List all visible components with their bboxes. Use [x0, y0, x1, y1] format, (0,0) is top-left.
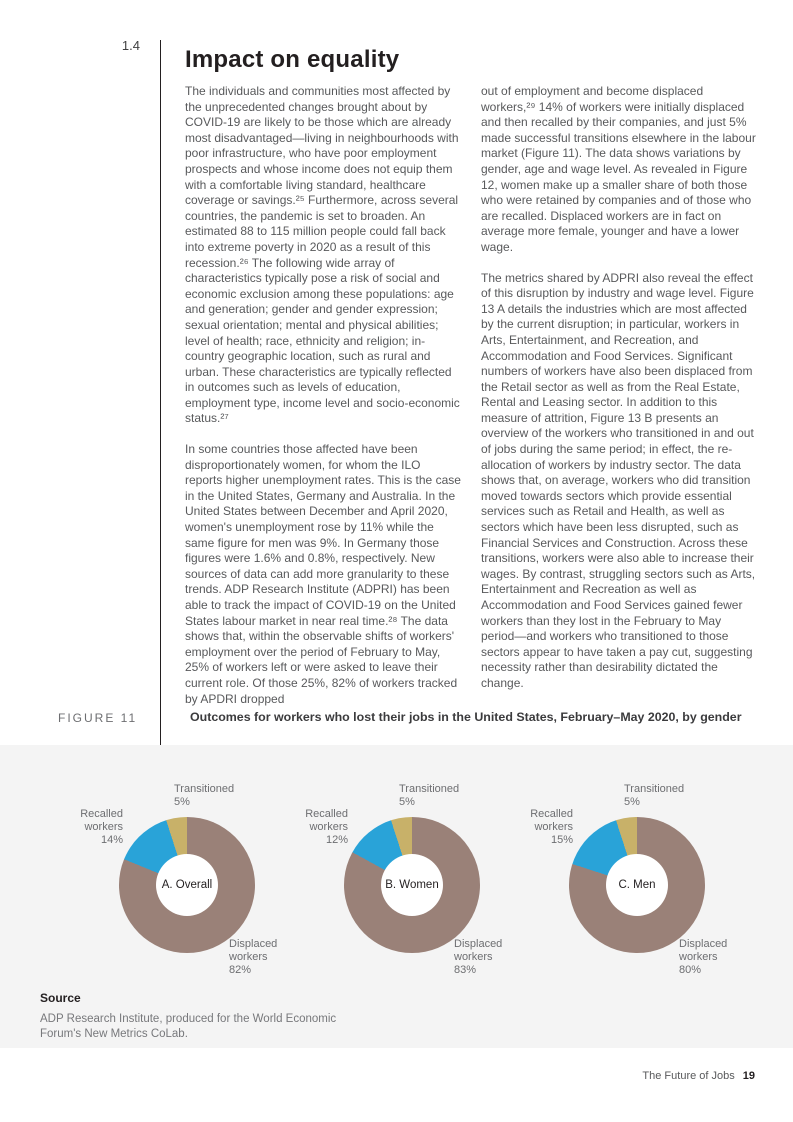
body-left-column	[185, 84, 461, 722]
body-right-column	[481, 84, 757, 722]
slice-label-recalled	[282, 808, 348, 847]
page-footer	[642, 1070, 755, 1082]
slice-name: Recalled workers	[530, 808, 573, 833]
donut-chart-men	[507, 770, 767, 1010]
donut-hole	[156, 854, 218, 916]
footer-report-title: The Future of Jobs	[642, 1070, 735, 1082]
donut-center-label: A. Overall	[161, 879, 213, 891]
footer-page-number: 19	[742, 1070, 755, 1082]
donut-hole	[381, 854, 443, 916]
slice-value: 83%	[454, 964, 477, 976]
slice-label-displaced	[454, 938, 514, 977]
slice-name: Recalled workers	[80, 808, 123, 833]
body-text	[185, 84, 757, 722]
slice-label-displaced	[229, 938, 289, 977]
slice-label-displaced	[679, 938, 739, 977]
paragraph: The individuals and communities most affected by the unprecedented changes brought about by COVID-19 are likely to be those which are already most disadvantaged—living in neighbourhoods with poor infrastructure, who have poor employment prospects and whose income does not equip them with a comfortable living standard, healthcare coverage or savings.²⁵ Furthermore, across several countries, the pandemic is set to broaden. An estimated 88 to 115 million people could fall back into extreme poverty in 2020 as a result of this recession.²⁶ The following wide array of characteristics typically pose a risk of social and economic exclusion among these populations: age and generation; gender and gender expression; sexual orientation; mental and physical abilities; level of health; race, ethnicity and religion; in-country geographic location, such as rural and urban. These characteristics are typically reflected in outcomes such as levels of education, employment type, income level and socio-economic status.²⁷	[185, 84, 460, 426]
source-block	[40, 991, 336, 1042]
paragraph: The metrics shared by ADPRI also reveal the effect of this disruption by industry and wage level. Figure 13 A details the industries which are most affected by the current disruption; in particular, workers in Arts, Entertainment, and Recreation, and Accommodation and Food Services. Significant numbers of workers have also been displaced from the Retail sector as well as from the Real Estate, Rental and Leasing sector. In addition to this measure of attrition, Figure 13 B presents an overview of the workers who transitioned in and out of jobs during the same period; in effect, the re-allocation of workers by industry sector. The data shows that, on average, workers who did transition moved towards sectors which provide essential services such as Retail and Health, as well as sectors which have been less disrupted, such as Financial Services and Construction. Across these transitions, workers were also able to increase their wages. By contrast, struggling sectors such as Arts, Entertainment and Recreation as well as Accommodation and Food Services gained fewer workers than they lost in the February to May period—and workers who transitioned to those sectors appear to have taken a pay cut, suggesting necessity rather than desirability dictated the change.	[481, 270, 756, 690]
donut-center-label: B. Women	[385, 879, 439, 891]
slice-value: 15%	[550, 834, 573, 846]
slice-value: 82%	[229, 964, 252, 976]
slice-name: Transitioned	[624, 783, 685, 795]
slice-name: Displaced workers	[679, 938, 728, 963]
slice-label-transitioned	[399, 783, 489, 809]
slice-label-transitioned	[624, 783, 714, 809]
donut-chart-overall	[57, 770, 317, 1010]
slice-value: 5%	[174, 796, 190, 808]
slice-value: 80%	[679, 964, 702, 976]
slice-name: Displaced workers	[229, 938, 278, 963]
slice-label-recalled	[507, 808, 573, 847]
source-heading: Source	[40, 991, 81, 1005]
paragraph: out of employment and become displaced workers,²⁹ 14% of workers were initially displaced and then recalled by their companies, and just 5% made successful transitions elsewhere in the labour market (Figure 11). The data shows variations by gender, age and wage level. As revealed in Figure 12, women make up a smaller share of both those who were retained by companies and of those who are recalled. Displaced workers are in fact on average more female, younger and have a lower wage.	[481, 84, 756, 254]
slice-value: 5%	[399, 796, 415, 808]
source-line: Forum's New Metrics CoLab.	[40, 1028, 188, 1040]
donut-center-label: C. Men	[618, 879, 656, 891]
slice-name: Recalled workers	[305, 808, 348, 833]
slice-name: Transitioned	[399, 783, 460, 795]
section-divider-line	[160, 40, 161, 745]
slice-label-transitioned	[174, 783, 264, 809]
figure-label: FIGURE 11	[58, 711, 138, 725]
source-line: ADP Research Institute, produced for the World Economic	[40, 1013, 337, 1025]
section-number: 1.4	[121, 38, 140, 53]
slice-name: Transitioned	[174, 783, 235, 795]
slice-value: 14%	[100, 834, 123, 846]
page-title: Impact on equality	[185, 46, 400, 74]
slice-value: 12%	[325, 834, 348, 846]
paragraph: In some countries those affected have been disproportionately women, for whom the ILO reports higher unemployment rates. This is the case in the United States, Germany and Australia. In the United States between December and April 2020, women's unemployment rose by 11% while the same figure for men was 9%. In Germany those figures were 1.6% and 0.8%, respectively. New sources of data can add more granularity to these trends. ADP Research Institute (ADPRI) has been able to track the impact of COVID-19 on the United States labour market in near real time.²⁸ The data shows that, within the observable shifts of workers' employment over the period of February to May, 25% of workers left or were asked to leave their current role. Of those 25%, 82% of workers tracked by APDRI dropped	[185, 442, 461, 706]
slice-value: 5%	[624, 796, 640, 808]
slice-name: Displaced workers	[454, 938, 503, 963]
donut-hole	[606, 854, 668, 916]
figure-area	[0, 745, 793, 1048]
slice-label-recalled	[57, 808, 123, 847]
donut-chart-women	[282, 770, 542, 1010]
figure-caption: Outcomes for workers who lost their jobs in the United States, February–May 2020, by gender	[190, 710, 742, 724]
